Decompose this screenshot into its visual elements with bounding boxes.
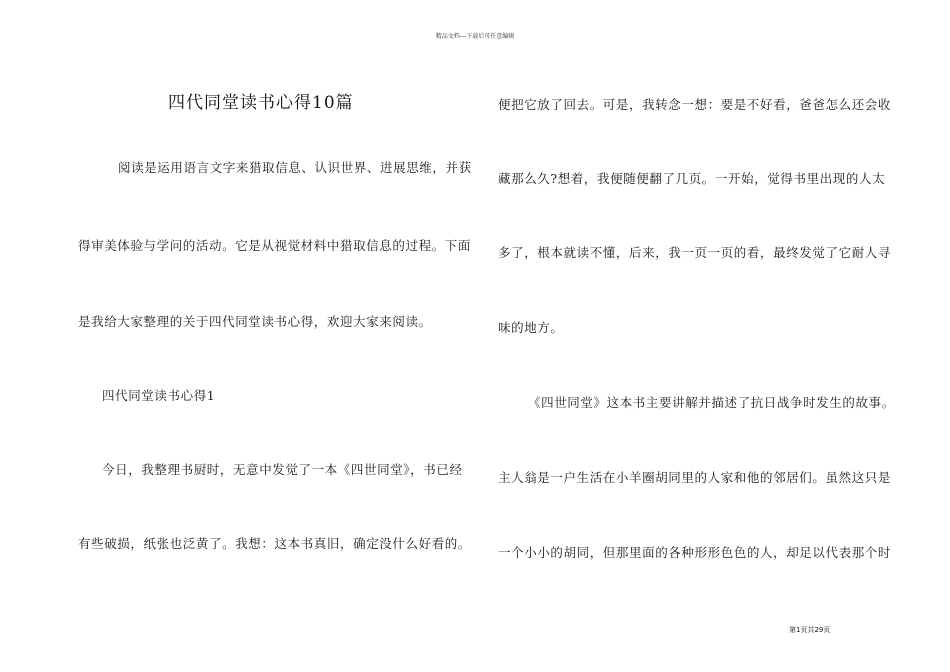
paragraph-line: 一个小小的胡同，但那里面的各种形形色色的人，却足以代表那个时	[498, 545, 892, 560]
paragraph-line: 便把它放了回去。可是，我转念一想：要是不好看，爸爸怎么还会收	[498, 97, 892, 112]
header-watermark: 精品文档---下载后可任意编辑	[435, 33, 515, 40]
paragraph-line: 有些破损，纸张也泛黄了。我想：这本书真旧，确定没什么好看的。	[78, 536, 472, 551]
paragraph-line: 阅读是运用语言文字来猎取信息、认识世界、进展思维，并获	[118, 160, 472, 175]
paragraph-line: 主人翁是一户生活在小羊圈胡同里的人家和他的邻居们。虽然这只是	[498, 470, 892, 485]
paragraph-line: 味的地方。	[498, 320, 564, 335]
paragraph-line: 得审美体验与学问的活动。它是从视觉材料中猎取信息的过程。下面	[78, 238, 472, 253]
paragraph-line: 《四世同堂》这本书主要讲解并描述了抗日战争时发生的故事。	[528, 395, 895, 410]
page-number: 第1页共29页	[789, 626, 831, 634]
paragraph-line: 藏那么久?想着，我便随便翻了几页。一开始，觉得书里出现的人太	[498, 171, 886, 186]
paragraph-line: 今日，我整理书厨时，无意中发觉了一本《四世同堂》，书已经	[102, 462, 463, 477]
paragraph-line: 多了，根本就读不懂，后来，我一页一页的看，最终发觉了它耐人寻	[498, 245, 892, 260]
document-title: 四代同堂读书心得10篇	[168, 93, 354, 113]
section-heading: 四代同堂读书心得1	[102, 388, 216, 403]
paragraph-line: 是我给大家整理的关于四代同堂读书心得，欢迎大家来阅读。	[78, 314, 432, 329]
